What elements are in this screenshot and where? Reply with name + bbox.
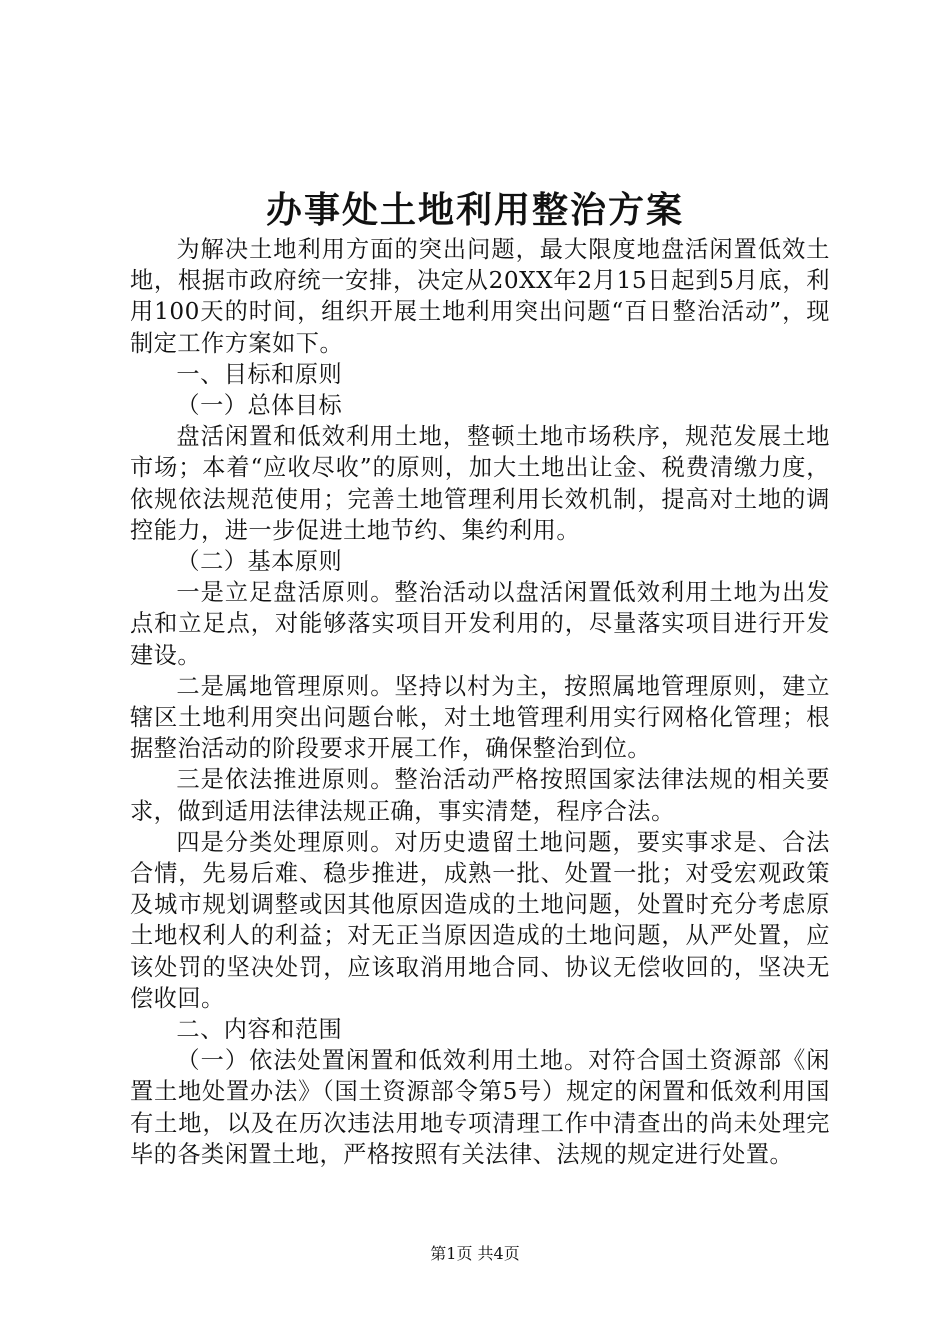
document-body: [130, 234, 830, 1170]
paragraph-overall-goal: 盘活闲置和低效利用土地，整顿土地市场秩序，规范发展土地市场；本着“应收尽收”的原则，加大土地出让金、税费清缴力度，依规依法规范使用；完善土地管理利用长效机制，提高对土地的调控能力，进一步促进土地节约、集约利用。: [130, 423, 830, 544]
heading-content-scope: 二、内容和范围: [176, 1016, 343, 1044]
paragraph-principle-3: 三是依法推进原则。整治活动严格按照国家法律法规的相关要求，做到适用法律法规正确，事实清楚，程序合法。: [130, 766, 830, 825]
paragraph-principle-2: 二是属地管理原则。坚持以村为主，按照属地管理原则，建立辖区土地利用突出问题台帐，对土地管理利用实行网格化管理；根据整治活动的阶段要求开展工作，确保整治到位。: [130, 672, 830, 763]
paragraph-principle-1: 一是立足盘活原则。整治活动以盘活闲置低效利用土地为出发点和立足点，对能够落实项目开发利用的，尽量落实项目进行开发建设。: [130, 579, 830, 669]
paragraph-content-1: （一）依法处置闲置和低效利用土地。对符合国土资源部《闲置土地处置办法》（国土资源部令第5号）规定的闲置和低效利用国有土地，以及在历次违法用地专项清理工作中清查出的尚未处理完毕的各类闲置土地，严格按照有关法律、法规的规定进行处置。: [130, 1047, 830, 1168]
paragraph-principle-4: 四是分类处理原则。对历史遗留土地问题，要实事求是、合法合情，先易后难、稳步推进，成熟一批、处置一批；对受宏观政策及城市规划调整或因其他原因造成的土地问题，处置时充分考虑原土地权利人的利益；对无正当原因造成的土地问题，从严处置，应该处罚的坚决处罚，应该取消用地合同、协议无偿收回的，坚决无偿收回。: [130, 828, 830, 1012]
paragraph-intro: 为解决土地利用方面的突出问题，最大限度地盘活闲置低效土地，根据市政府统一安排，决定从20XX年2月15日起到5月底，利用100天的时间，组织开展土地利用突出问题“百日整治活动”，现制定工作方案如下。: [130, 236, 830, 357]
heading-goals-principles: 一、目标和原则: [176, 360, 343, 388]
page-number: 第1页 共4页: [430, 1244, 520, 1263]
subheading-overall-goal: （一）总体目标: [176, 392, 343, 420]
document-title: 办事处土地利用整治方案: [265, 189, 684, 231]
subheading-basic-principles: （二）基本原则: [176, 548, 343, 576]
